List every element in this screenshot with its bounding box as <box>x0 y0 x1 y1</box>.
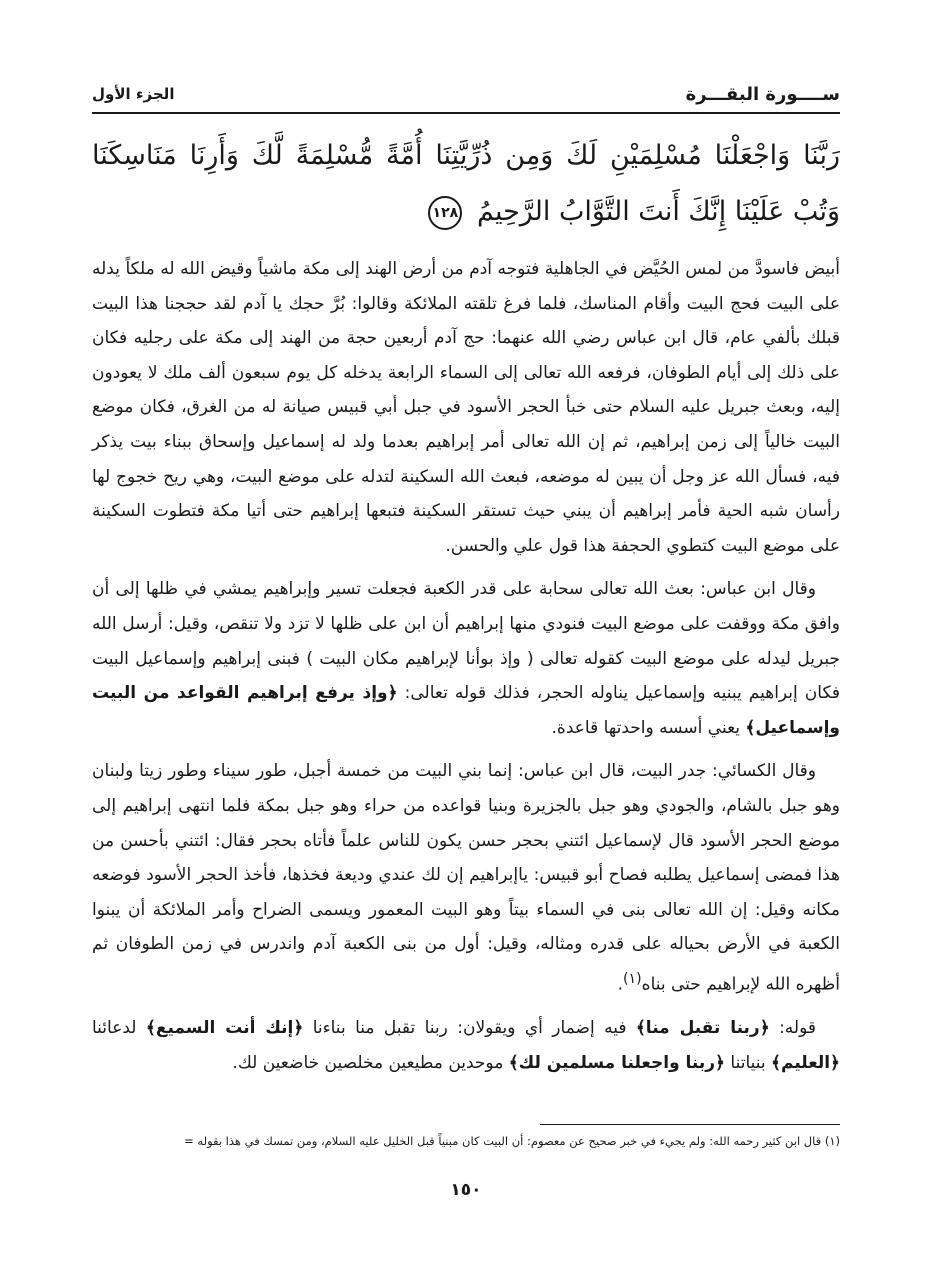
surah-title: ســــورة البقـــرة <box>685 83 840 105</box>
quran-verse <box>92 128 840 240</box>
verse-text: رَبَّنَا وَاجْعَلْنَا مُسْلِمَيْنِ لَكَ وَمِن ذُرِّيَّتِنَا أُمَّةً مُّسْلِمَةً لَّكَ وَأَرِنَا مَنَاسِكَنَا وَتُبْ عَلَيْنَا إِنَّكَ أَنتَ التَّوَّابُ الرَّحِيمُ <box>92 140 840 227</box>
quran-quote: ﴿العليم﴾ <box>771 1052 840 1073</box>
commentary-text <box>92 252 840 1080</box>
page-number: ١٥٠ <box>450 1180 482 1200</box>
text-segment: وقال الكسائي: جدر البيت، قال ابن عباس: إنما بني البيت من خمسة أجبل، طور سيناء وطور زيتا ولبنان وهو جبل بالشام، والجودي وهو جبل بالجزيرة وبنيا قواعده من حراء وهو جبل بمكة فلما انتهى إبراهيم إلى موضع الحجر الأسود قال لإسماعيل ائتني بحجر حسن يكون للناس علماً فأتاه بحجر فقال: ائتني بأحسن من هذا فمضى إسماعيل يطلبه فصاح أبو قبيس: ياإبراهيم إن لك عندي وديعة فخذها، فأخذ الحجر الأسود فوضعه مكانه وقيل: إن الله تعالى بنى في السماء بيتاً وهو البيت المعمور ويسمى الضراح وأمر الملائكة أن يبنوا الكعبة في الأرض بحياله على قدره ومثاله، وقيل: أول من بنى الكعبة آدم واندرس في زمن الطوفان ثم أظهره الله لإبراهيم حتى بناه <box>92 761 840 995</box>
footnote-separator <box>540 1124 840 1125</box>
page-header <box>92 76 840 114</box>
quran-quote: ﴿وإذ يرفع إبراهيم القواعد من البيت وإسماعيل﴾ <box>92 683 840 738</box>
text-segment: . <box>617 974 623 995</box>
quran-quote: ﴿ربنا واجعلنا مسلمين لك﴾ <box>508 1052 726 1073</box>
text-segment: يعني أسسه واحدتها قاعدة. <box>551 717 746 738</box>
text-segment: وقال ابن عباس: بعث الله تعالى سحابة على قدر الكعبة فجعلت تسير وإبراهيم يمشي في ظلها إلى أن وافق مكة ووقفت على موضع البيت فنودي منها إبراهيم أن ابن على ظلها لا تزد ولا تنقص، وقيل: أرسل الله جبريل ليدله على موضع البيت كقوله تعالى ( وإذ بوأنا لإبراهيم مكان البيت ) فبنى إبراهيم وإسماعيل البيت فكان إبراهيم يبنيه وإسماعيل يناوله الحجر، فذلك قوله تعالى: <box>92 579 840 704</box>
text-segment: بنياتنا <box>725 1052 772 1073</box>
commentary-paragraph <box>92 754 840 1002</box>
text-segment: لدعائنا <box>92 1018 146 1039</box>
quran-quote: ﴿إنك أنت السميع﴾ <box>145 1018 304 1039</box>
footnote-reference: (١) <box>622 970 642 987</box>
commentary-paragraph <box>92 572 840 745</box>
text-segment: قوله: <box>769 1018 816 1039</box>
quran-quote: ﴿ربنا تقبل منا﴾ <box>635 1018 770 1039</box>
commentary-paragraph <box>92 252 840 563</box>
footnote: (١) قال ابن كثير رحمه الله: ولم يجيء في خبر صحيح عن معصوم: أن البيت كان مبنياً قبل الخليل عليه السلام، ومن تمسك في هذا بقوله = <box>184 1134 840 1148</box>
juz-label: الجزء الأول <box>92 85 175 103</box>
commentary-paragraph <box>92 1011 840 1080</box>
text-segment: فيه إضمار أي ويقولان: ربنا تقبل منا بناءنا <box>303 1018 636 1039</box>
text-segment: موحدين مطيعين مخلصين خاضعين لك. <box>232 1052 509 1073</box>
ayah-number-marker: ١٢٨ <box>428 196 462 230</box>
text-segment: أبيض فاسودَّ من لمس الحُيَّض في الجاهلية فتوجه آدم من أرض الهند إلى مكة ماشياً وقيض الله له ملكاً يدله على البيت فحج البيت وأقام المناسك، فلما فرغ تلقته الملائكة وقالوا: بُرَّ حجك يا آدم لقد حججنا هذا البيت قبلك بألفي عام، قال ابن عباس رضي الله عنهما: حج آدم أربعين حجة من الهند إلى مكة على رجليه فكان على ذلك إلى أيام الطوفان، فرفعه الله تعالى إلى السماء الرابعة يدخله كل يوم سبعون ألف ملك لا يعودون إليه، وبعث جبريل عليه السلام حتى خبأ الحجر الأسود في جبل أبي قبيس صيانة له من الغرق، فكان موضع البيت خالياً إلى زمن إبراهيم، ثم إن الله تعالى أمر إبراهيم بعدما ولد له إسماعيل وإسحاق ببناء بيت يذكر فيه، فسأل الله عز وجل أن يبين له موضعه، فبعث الله السكينة لتدله على موضع البيت، وهي ريح خجوج لها رأسان شبه الحية فأمر إبراهيم أن يبني حيث تستقر السكينة فتبعها إبراهيم حتى أتيا مكة فتطوت السكينة على موضع البيت كتطوي الحجفة هذا قول علي والحسن. <box>92 259 840 556</box>
